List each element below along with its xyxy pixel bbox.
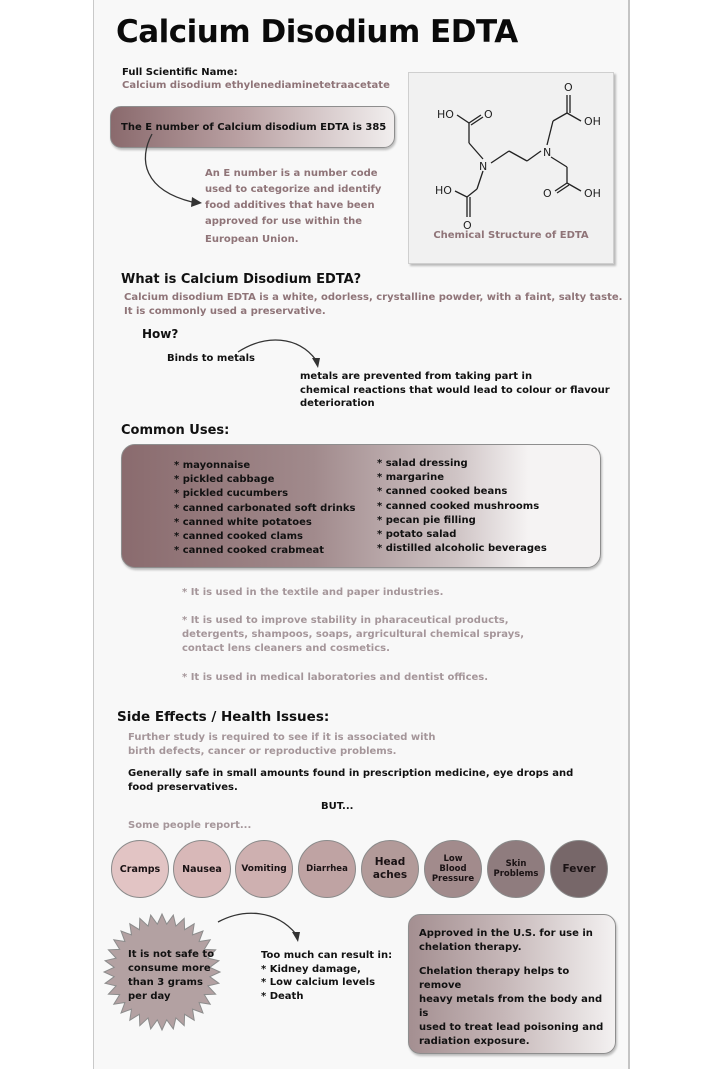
- list-item: * pickled cucumbers: [174, 488, 289, 500]
- symptom-diarrhea: Diarrhea: [298, 840, 356, 898]
- scientific-name-label: Full Scientific Name:: [122, 67, 238, 78]
- list-item: * pickled cabbage: [174, 474, 275, 486]
- how-heading: How?: [142, 327, 179, 341]
- scientific-name-value: Calcium disodium ethylenediaminetetraacetate: [122, 80, 390, 91]
- svg-text:OH: OH: [584, 115, 601, 128]
- other-use-2: * It is used to improve stability in pharaceutical products, detergents, shampoos, soaps, argricultural chemical sprays, contact lens cleaners and cosmetics.: [182, 615, 525, 654]
- list-item: * pecan pie filling: [377, 514, 476, 526]
- other-use-3: * It is used in medical laboratories and dentist offices.: [182, 672, 489, 683]
- page-title: Calcium Disodium EDTA: [116, 14, 518, 50]
- symptom-vomiting: Vomiting: [235, 840, 293, 898]
- curved-arrow-icon: [236, 330, 326, 370]
- but-text: BUT...: [321, 801, 354, 812]
- chelation-therapy-box: Approved in the U.S. for use in chelation therapy. Chelation therapy helps to remove heavy metals from the body and is used to treat lead poisoning and radiation exposure.: [408, 914, 616, 1054]
- what-is-description: Calcium disodium EDTA is a white, odorless, crystalline powder, with a faint, salty taste. It is commonly used a preservative.: [124, 292, 623, 317]
- list-item: * canned cooked clams: [174, 531, 303, 543]
- list-item: * canned cooked crabmeat: [174, 545, 325, 557]
- list-item: * potato salad: [377, 529, 457, 541]
- svg-text:N: N: [543, 146, 552, 159]
- svg-text:O: O: [463, 219, 472, 232]
- symptom-headaches: Head aches: [361, 840, 419, 898]
- svg-text:HO: HO: [435, 184, 452, 197]
- svg-text:O: O: [564, 81, 573, 94]
- svg-text:O: O: [484, 108, 493, 121]
- further-study-text: Further study is required to see if it is associated with birth defects, cancer or reproductive problems.: [128, 732, 436, 757]
- how-effect: metals are prevented from taking part in chemical reactions that would lead to colour or flavour deterioration: [300, 371, 610, 409]
- edta-structure-diagram: [409, 73, 615, 233]
- svg-text:O: O: [543, 187, 552, 200]
- list-item: * Low calcium levels: [261, 977, 376, 988]
- symptom-fever: Fever: [550, 840, 608, 898]
- svg-text:OH: OH: [584, 187, 601, 200]
- side-effects-heading: Side Effects / Health Issues:: [117, 709, 330, 725]
- chemical-structure-panel: [408, 72, 614, 264]
- common-uses-box: [121, 444, 601, 568]
- list-item: * margarine: [377, 472, 444, 484]
- e-number-explanation: An E number is a number code used to categorize and identify food additives that have been approved for use within the European Union.: [205, 168, 382, 245]
- uses-list-left: [174, 459, 355, 558]
- symptom-nausea: Nausea: [173, 840, 231, 898]
- symptom-low-blood-pressure: Low Blood Pressure: [424, 840, 482, 898]
- symptom-skin-problems: Skin Problems: [487, 840, 545, 898]
- svg-text:N: N: [479, 160, 488, 173]
- some-people-report-text: Some people report...: [128, 820, 252, 831]
- svg-text:HO: HO: [437, 108, 454, 121]
- common-uses-heading: Common Uses:: [121, 423, 230, 438]
- list-item: * mayonnaise: [174, 460, 251, 471]
- how-cause: Binds to metals: [167, 353, 256, 364]
- list-item: * canned cooked beans: [377, 486, 508, 498]
- uses-list-right: [377, 457, 547, 556]
- too-much-list: Too much can result in: * Kidney damage, * Low calcium levels * Death: [261, 950, 393, 1002]
- list-item: * Kidney damage,: [261, 963, 361, 975]
- list-item: * salad dressing: [377, 458, 468, 469]
- generally-safe-text: Generally safe in small amounts found in prescription medicine, eye drops and food preservatives.: [128, 768, 574, 793]
- symptom-cramps: Cramps: [111, 840, 169, 898]
- list-item: * canned carbonated soft drinks: [174, 502, 356, 514]
- list-item: * Death: [261, 990, 304, 1002]
- curved-arrow-icon: [134, 130, 214, 210]
- warning-text: It is not safe to consume more than 3 grams per day: [128, 949, 215, 1002]
- e-number-text: The E number of Calcium disodium EDTA is 385: [121, 121, 387, 133]
- other-use-1: * It is used in the textile and paper industries.: [182, 587, 444, 598]
- curved-arrow-icon: [214, 908, 314, 948]
- what-is-heading: What is Calcium Disodium EDTA?: [121, 272, 362, 287]
- structure-caption: Chemical Structure of EDTA: [433, 230, 589, 241]
- list-item: * distilled alcoholic beverages: [377, 543, 547, 555]
- list-item: * canned white potatoes: [174, 516, 312, 528]
- list-item: * canned cooked mushrooms: [377, 500, 540, 512]
- infographic-page: [93, 0, 630, 1069]
